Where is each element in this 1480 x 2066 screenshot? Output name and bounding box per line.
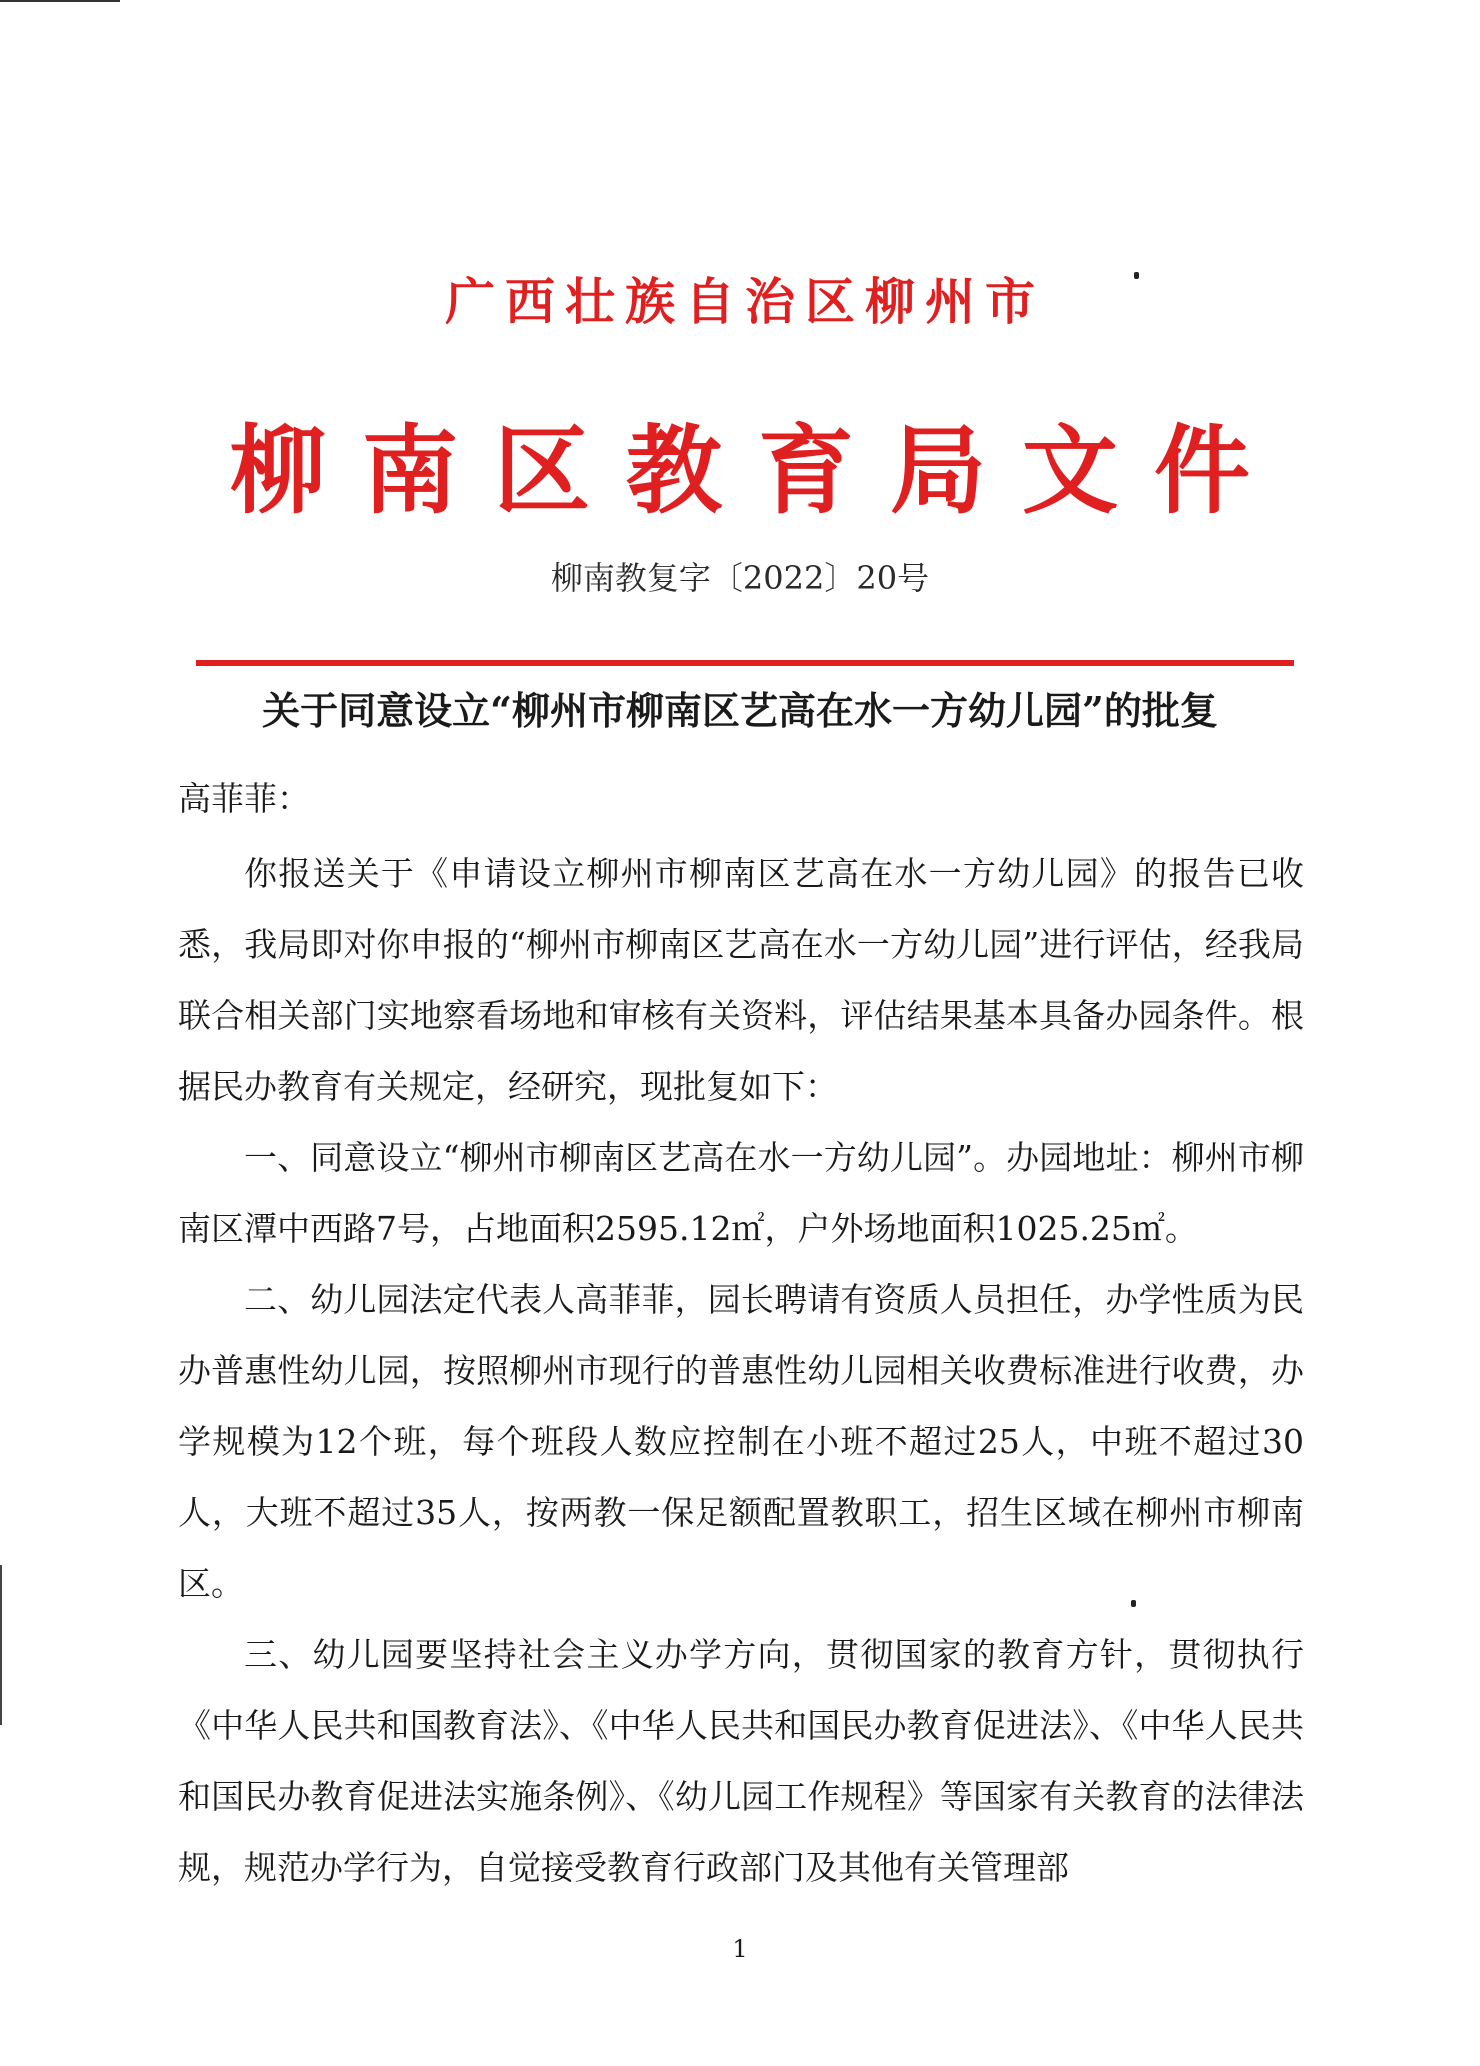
- body-paragraph: 二、幼儿园法定代表人高菲菲，园长聘请有资质人员担任，办学性质为民办普惠性幼儿园，按照柳州市现行的普惠性幼儿园相关收费标准进行收费，办学规模为12个班，每个班段人数应控制在小班不超过25人，中班不超过30人，大班不超过35人，按两教一保足额配置教职工，招生区域在柳州市柳南区。: [178, 1280, 1304, 1603]
- red-divider-line: [196, 660, 1294, 666]
- body-paragraph: 一、同意设立“柳州市柳南区艺高在水一方幼儿园”。办园地址：柳州市柳南区潭中西路7号，占地面积2595.12㎡，户外场地面积1025.25㎡。: [178, 1138, 1304, 1248]
- document-title: 关于同意设立“柳州市柳南区艺高在水一方幼儿园”的批复: [262, 688, 1218, 733]
- scan-corner-mark: [0, 0, 120, 2]
- scan-speck: [1134, 272, 1139, 279]
- body-paragraph: 三、幼儿园要坚持社会主义办学方向，贯彻国家的教育方针，贯彻执行《中华人民共和国教育法》、《中华人民共和国民办教育促进法》、《中华人民共和国民办教育促进法实施条例》、《幼儿园工作规程》等国家有关教育的法律法规，规范办学行为，自觉接受教育行政部门及其他有关管理部: [178, 1635, 1304, 1887]
- scan-speck: [1131, 1600, 1136, 1607]
- document-body: [178, 838, 1304, 1903]
- document-number: 柳南教复字〔2022〕20号: [550, 559, 930, 597]
- page-number: 1: [732, 1935, 748, 1963]
- scan-edge-mark: [0, 1565, 2, 1725]
- issuer-region: 广西壮族自治区柳州市: [445, 273, 1045, 331]
- salutation: 高菲菲：: [178, 779, 310, 818]
- issuer-title: 柳南区教育局文件: [230, 415, 1286, 527]
- body-paragraph: 你报送关于《申请设立柳州市柳南区艺高在水一方幼儿园》的报告已收悉，我局即对你申报的“柳州市柳南区艺高在水一方幼儿园”进行评估，经我局联合相关部门实地察看场地和审核有关资料，评估结果基本具备办园条件。根据民办教育有关规定，经研究，现批复如下：: [178, 854, 1304, 1106]
